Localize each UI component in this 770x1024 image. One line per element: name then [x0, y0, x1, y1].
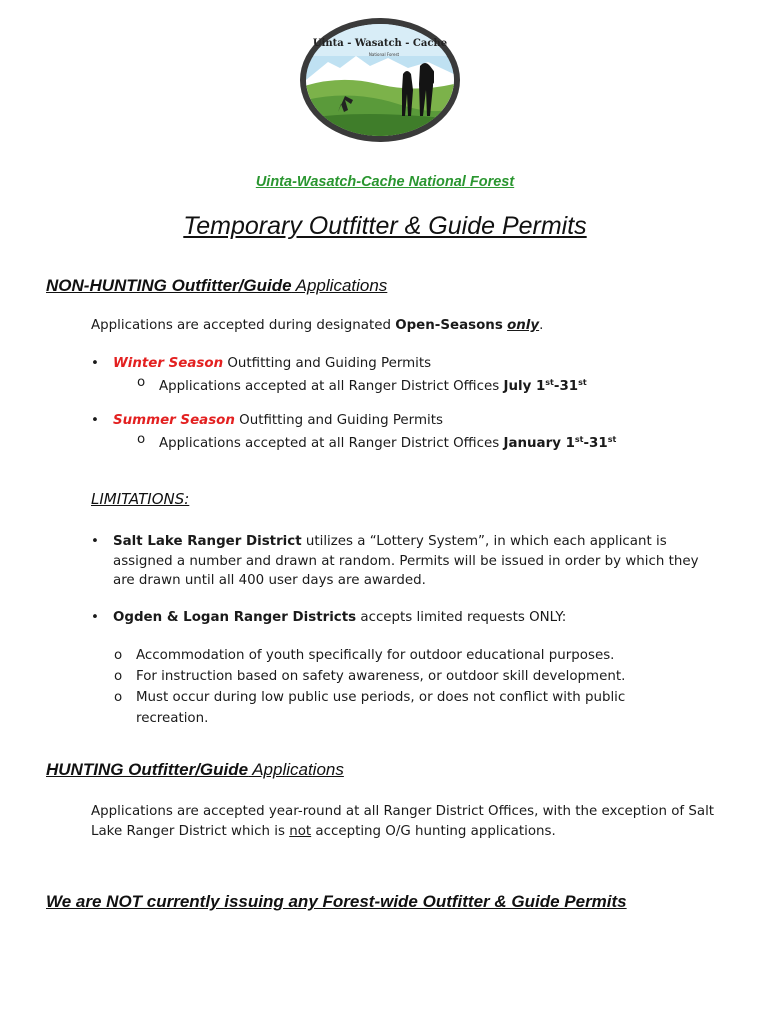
bullet-icon: •	[91, 534, 99, 549]
limitations-heading: LIMITATIONS:	[91, 490, 190, 508]
bullet-icon: •	[91, 610, 99, 625]
hunting-heading: HUNTING Outfitter/Guide Applications	[46, 760, 344, 779]
sub-bullet-icon: o	[114, 690, 123, 705]
bullet-icon: •	[91, 356, 99, 371]
non-hunting-intro: Applications are accepted during designated Open-Seasons only.	[91, 318, 544, 333]
forest-logo	[298, 16, 462, 144]
hunting-text: Applications are accepted year-round at all Ranger District Offices, with the exception of Salt Lake Ranger District which is not accepting O/G hunting applications.	[91, 804, 715, 839]
backpack-icon	[424, 70, 434, 84]
page-title: Temporary Outfitter & Guide Permits	[183, 212, 587, 240]
forest-name-heading: Uinta-Wasatch-Cache National Forest	[255, 174, 515, 190]
sub-bullet-icon: o	[137, 375, 146, 390]
logo-subtitle: National Forest	[368, 52, 400, 57]
logo-title: Uinta - Wasatch - Cache	[312, 38, 448, 49]
forest-wide-notice: We are NOT currently issuing any Forest-wide Outfitter & Guide Permits	[46, 892, 627, 911]
bullet-icon: •	[91, 413, 99, 428]
sub-bullet-icon: o	[137, 432, 146, 447]
non-hunting-heading: NON-HUNTING Outfitter/Guide Applications	[46, 276, 388, 295]
sub-bullet-icon: o	[114, 648, 123, 663]
sub-bullet-icon: o	[114, 669, 123, 684]
